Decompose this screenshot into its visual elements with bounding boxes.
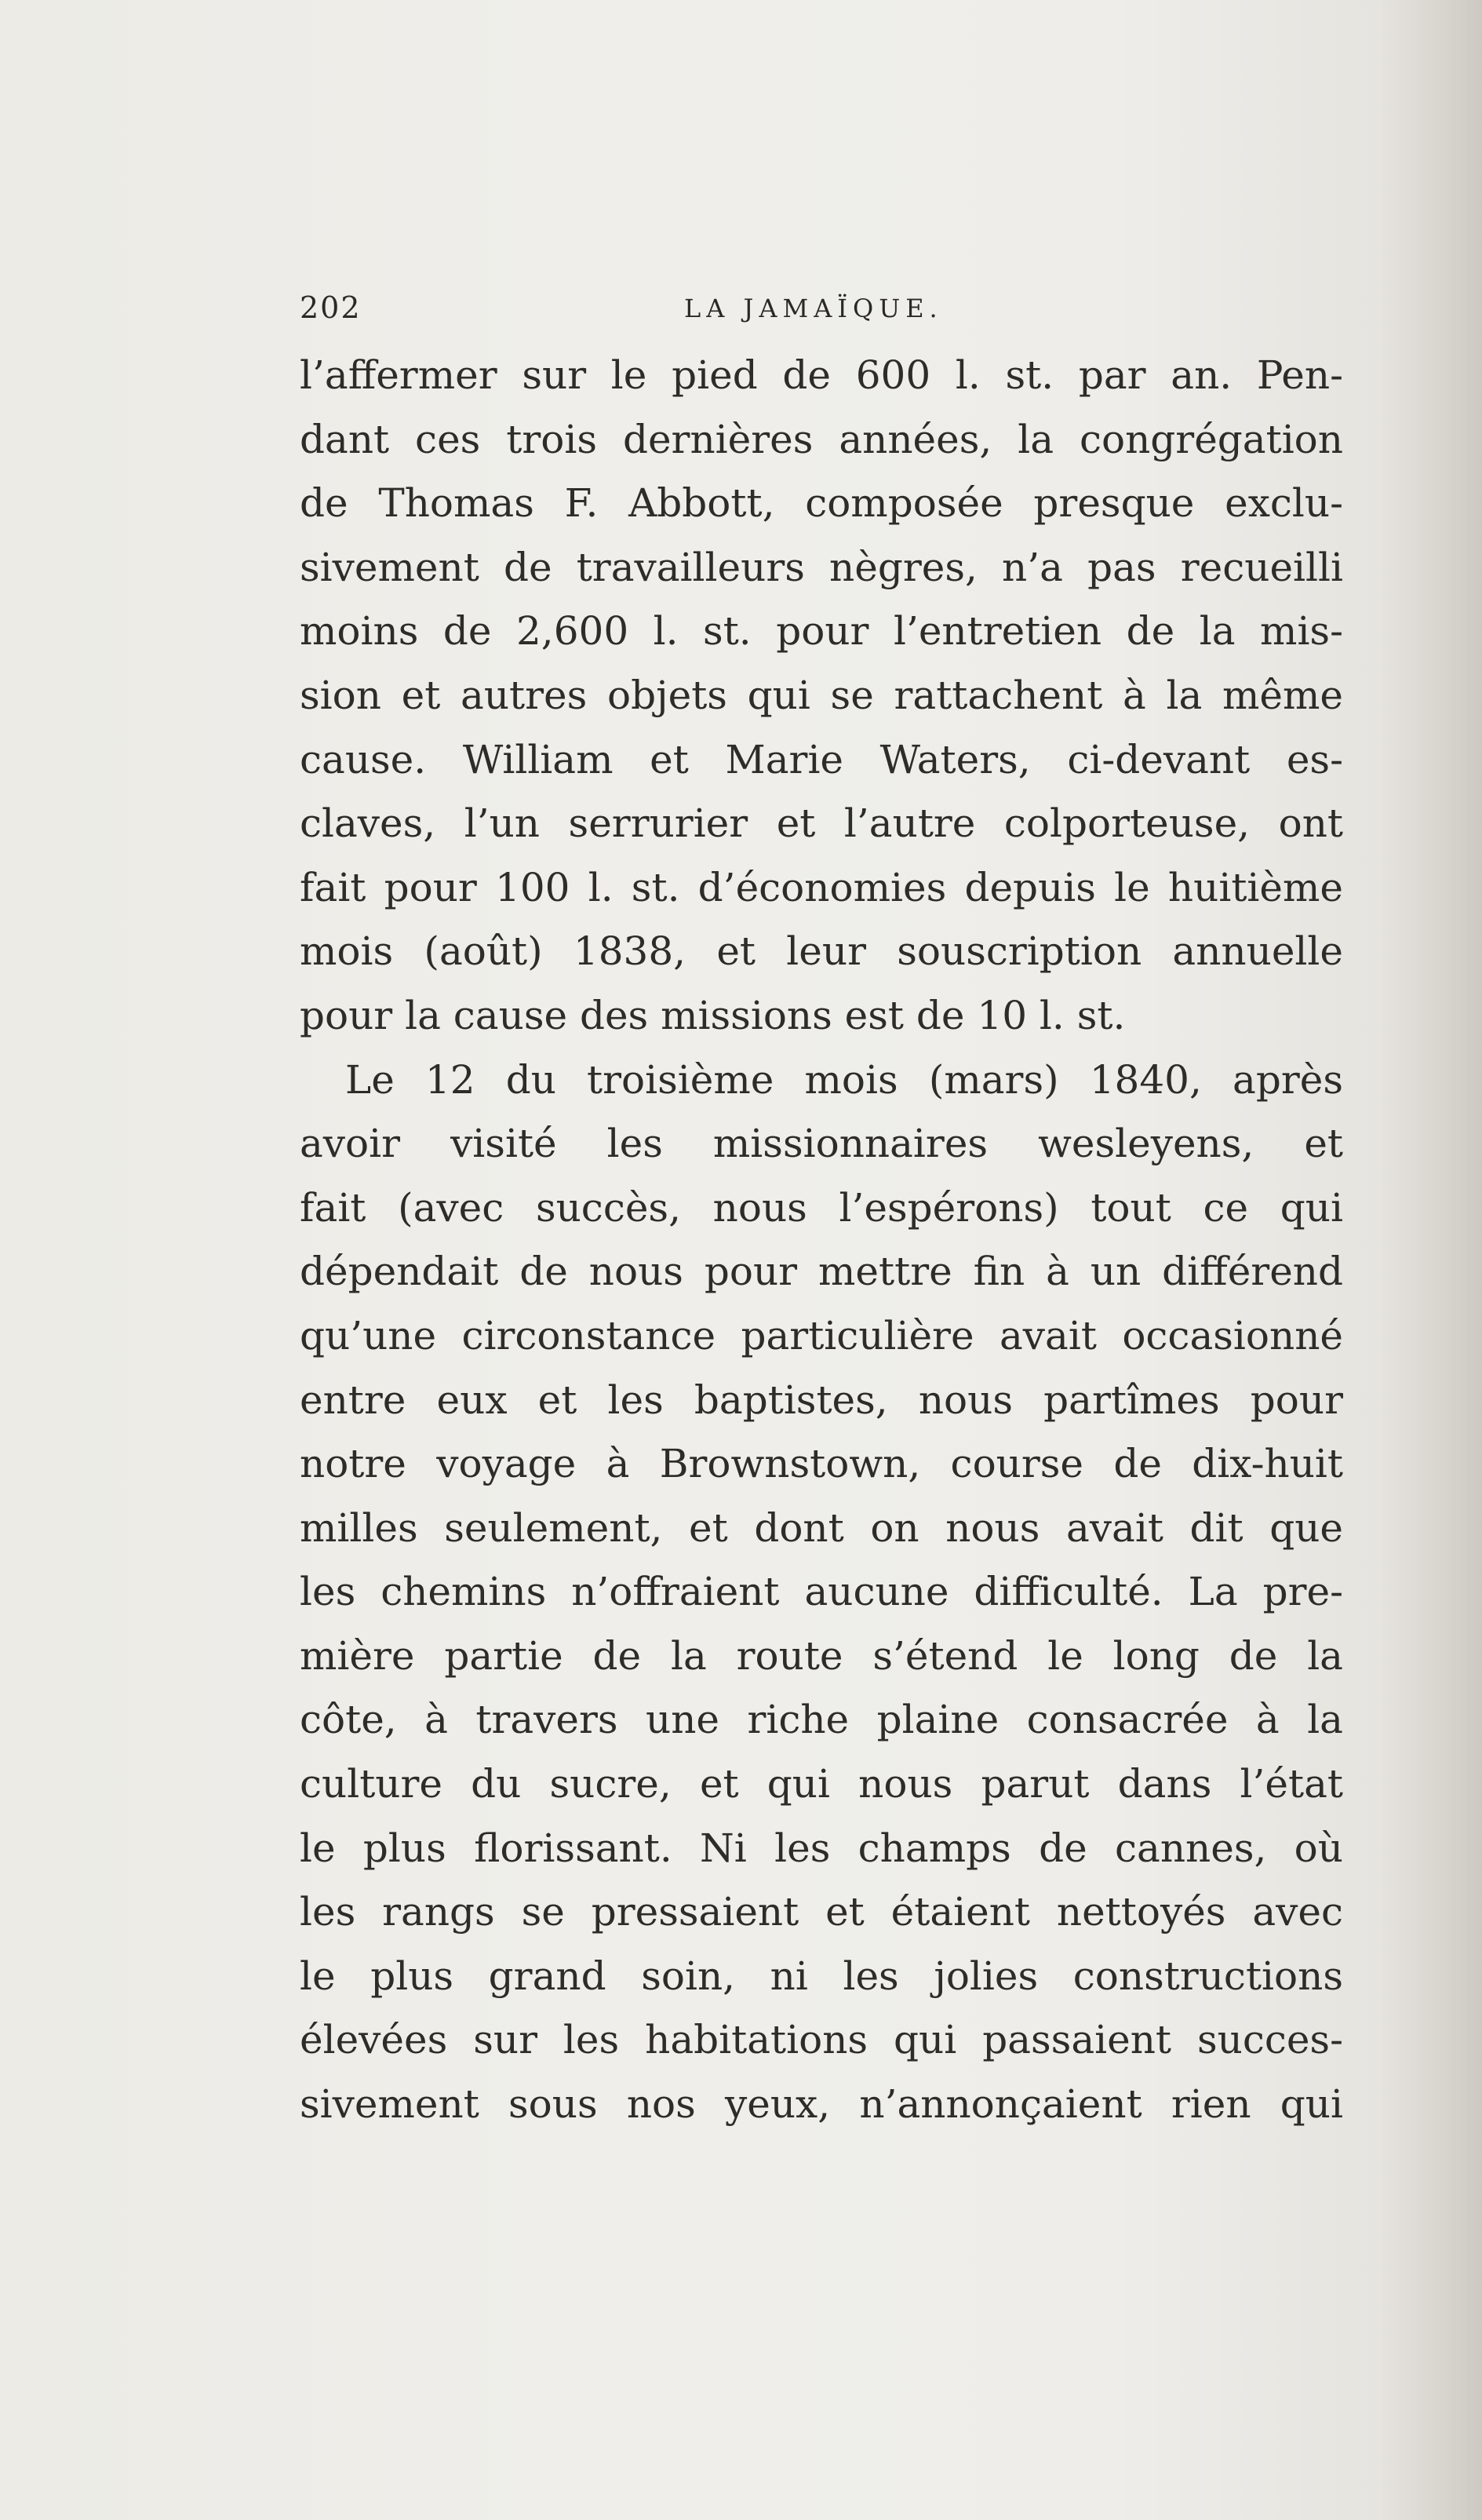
body-text <box>300 344 1343 2137</box>
text-line: l’affermer sur le pied de 600 l. st. par an. Pen- <box>300 352 1343 398</box>
text-line: notre voyage à Brownstown, course de dix-huit <box>300 1441 1343 1487</box>
text-line: mois (août) 1838, et leur souscription annuelle <box>300 928 1343 975</box>
text-line: fait pour 100 l. st. d’économies depuis le huitième <box>300 864 1343 910</box>
text-line: milles seulement, et dont on nous avait dit que <box>300 1504 1343 1551</box>
text-line: claves, l’un serrurier et l’autre colporteuse, ont <box>300 800 1343 847</box>
text-line: côte, à travers une riche plaine consacrée à la <box>300 1697 1343 1743</box>
text-line: mière partie de la route s’étend le long de la <box>300 1632 1343 1679</box>
text-line: sivement sous nos yeux, n’annonçaient rien qui <box>300 2081 1343 2128</box>
text-line: sion et autres objets qui se rattachent à la même <box>300 672 1343 718</box>
text-line: Le 12 du troisième mois (mars) 1840, après <box>345 1056 1343 1103</box>
page-number: 202 <box>300 290 362 325</box>
text-line: dant ces trois dernières années, la congrégation <box>300 416 1343 462</box>
text-line: avoir visité les missionnaires wesleyens, et <box>300 1121 1343 1167</box>
text-line: sivement de travailleurs nègres, n’a pas recueilli <box>300 544 1343 590</box>
text-line: de Thomas F. Abbott, composée presque exclu- <box>300 480 1343 527</box>
text-line: les rangs se pressaient et étaient nettoyés avec <box>300 1889 1343 1935</box>
text-line: les chemins n’offraient aucune difficulté. La pre- <box>300 1569 1343 1615</box>
text-line: le plus grand soin, ni les jolies constructions <box>300 1953 1343 1999</box>
text-line: entre eux et les baptistes, nous partîmes pour <box>300 1377 1343 1423</box>
text-line: qu’une circonstance particulière avait occasionné <box>300 1312 1343 1358</box>
running-head: LA JAMAÏQUE. <box>684 294 943 323</box>
text-line: le plus florissant. Ni les champs de cannes, où <box>300 1825 1343 1871</box>
text-line: élevées sur les habitations qui passaient succes- <box>300 2017 1343 2063</box>
text-line: dépendait de nous pour mettre fin à un différend <box>300 1249 1343 1295</box>
text-line: fait (avec succès, nous l’espérons) tout ce qui <box>300 1184 1343 1231</box>
text-line: moins de 2,600 l. st. pour l’entretien de la mis- <box>300 608 1343 655</box>
page-header <box>300 290 1343 337</box>
text-line: cause. William et Marie Waters, ci-devant es- <box>300 736 1343 782</box>
text-line: culture du sucre, et qui nous parut dans l’état <box>300 1761 1343 1807</box>
text-line: pour la cause des missions est de 10 l. st. <box>300 992 1126 1038</box>
